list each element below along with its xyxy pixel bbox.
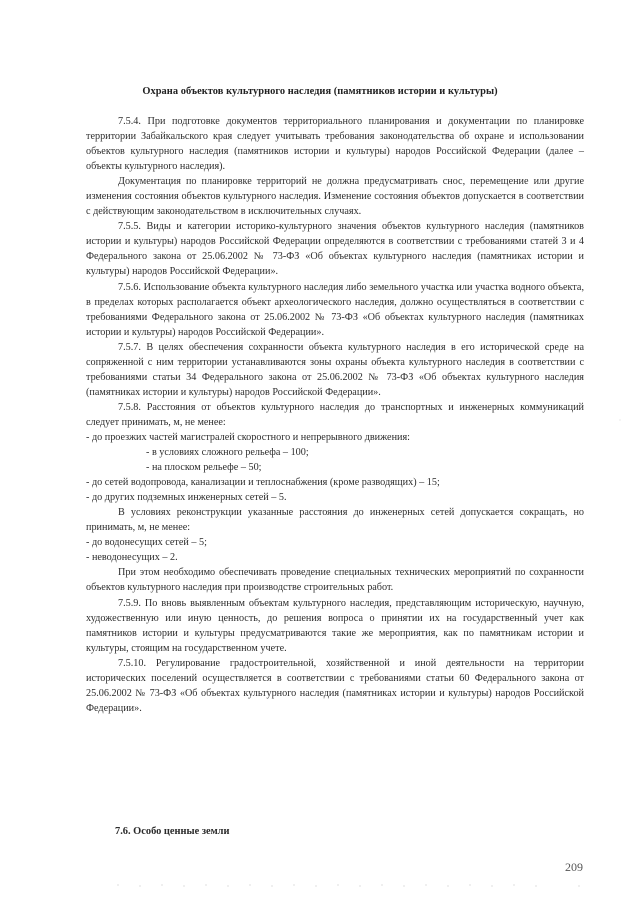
paragraph: 7.5.7. В целях обеспечения сохранности объекта культурного наследия в его исторической среде на сопряженной с ним территории устанавливаются зоны охраны объекта культурного наследия в соответствии с требованиями статьи 34 Федерального закона от 25.06.2002 № 73-ФЗ «Об объектах культурного наследия (памятниках истории и культуры) народов Российской Федерации».: [86, 341, 584, 398]
paragraph: 7.5.4. При подготовке документов территориального планирования и документации по планировке территории Забайкальского края следует учитывать требования законодательства об охране и использовании объектов культурного наследия (памятников истории и культуры) народов Российской Федерации (далее – объекты культурного наследия).: [86, 116, 584, 173]
paragraph: В условиях реконструкции указанные расстояния до инженерных сетей допускается сокращать, но принимать, м, не менее:: [86, 507, 584, 534]
list-item: - до других подземных инженерных сетей – 5.: [86, 492, 287, 504]
next-section-title: 7.6. Особо ценные земли: [115, 826, 230, 837]
list-item: - до водонесущих сетей – 5;: [86, 537, 207, 549]
paragraph: 7.5.9. По вновь выявленным объектам культурного наследия, представляющим историческую, научную, художественную или иную ценность, до решения вопроса о принятии их на государственный учет как памятников истории и культуры предусматриваются такие же мероприятия, как по памятникам истории и культуры, стоящим на государственном учете.: [86, 597, 584, 654]
paragraph: При этом необходимо обеспечивать проведение специальных технических мероприятий по сохранности объектов культурного наследия при производстве строительных работ.: [86, 567, 584, 594]
list-item: - до проезжих частей магистралей скоростного и непрерывного движения:: [86, 431, 410, 443]
list-item: - на плоском рельефе – 50;: [146, 462, 262, 474]
section-heading: Охрана объектов культурного наследия (памятников истории и культуры): [142, 86, 498, 97]
paragraph: Документация по планировке территорий не должна предусматривать снос, перемещение или другие изменения состояния объектов культурного наследия. Изменение состояния объектов допускается в соответствии с действующим законодательством в исключительных случаях.: [86, 176, 584, 218]
paragraph: 7.5.5. Виды и категории историко-культурного значения объектов культурного наследия (памятников истории и культуры) народов Российской Федерации определяются в соответствии с требованиями статей 3 и 4 Федерального закона от 25.06.2002 № 73-ФЗ «Об объектах культурного наследия (памятниках истории и культуры) народов Российской Федерации».: [86, 221, 584, 278]
page-number: 209: [565, 860, 583, 874]
paragraph: 7.5.6. Использование объекта культурного наследия либо земельного участка или участка водного объекта, в пределах которых располагается объект археологического наследия, должно осуществляться в соответствии с требованиями Федерального закона от 25.06.2002 № 73-ФЗ «Об объектах культурного наследия (памятниках истории и культуры) народов Российской Федерации».: [86, 281, 584, 338]
paragraph: 7.5.8. Расстояния от объектов культурного наследия до транспортных и инженерных коммуникаций следует принимать, м, не менее:: [86, 401, 584, 428]
paragraph: 7.5.10. Регулирование градостроительной, хозяйственной и иной деятельности на территории исторических поселений осуществляется в соответствии с требованиями статьи 60 Федерального закона от 25.06.2002 № 73-ФЗ «Об объектах культурного наследия (памятниках истории и культуры) народов Российской Федерации».: [86, 657, 584, 714]
list-item: - в условиях сложного рельефа – 100;: [146, 447, 309, 459]
list-item: - до сетей водопровода, канализации и теплоснабжения (кроме разводящих) – 15;: [86, 477, 440, 489]
document-body: [86, 114, 584, 716]
list-item: - неводонесущих – 2.: [86, 552, 178, 564]
